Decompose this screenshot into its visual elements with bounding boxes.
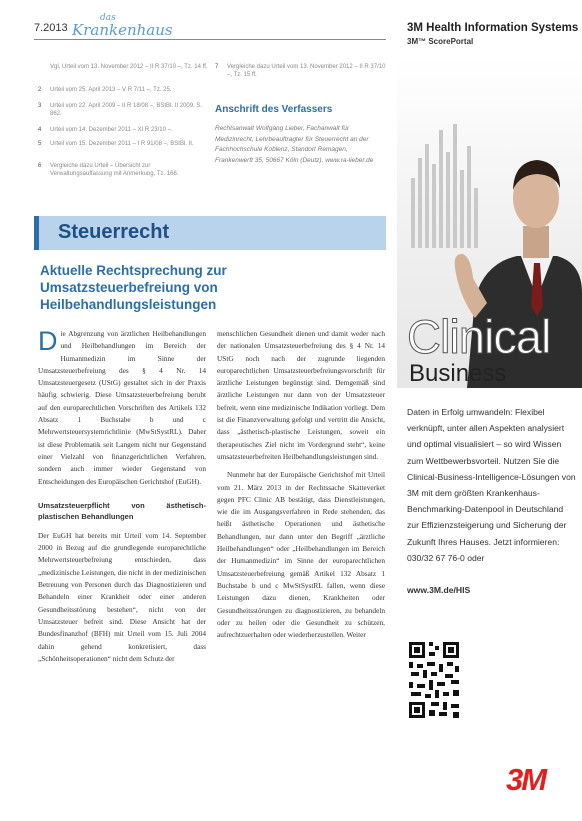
footnote-2: 2 Urteil vom 25. April 2013 – V R 7/11 –, Tz. 25. [38,86,208,94]
author-address: Rechtsanwalt Wolfgang Lieber, Fachanwalt für Medizinrecht, Lehrbeauftragter für Steuerrecht an der Fachhochschule Koblenz, Standort Remagen, Frankenwerft 35, 50667 Köln (Deutz), www.ra-lieber.de [215,125,374,164]
footnote-6-text: Vergleiche dazu Urteil – Übersicht zur Verwaltungsauffassung mit Anmerkung, Tz. 166. [50,163,179,177]
article-column-2 [217,328,385,816]
footnote-4: 4 Urteil vom 14. Dezember 2011 – XI R 23/10 –. [38,126,208,134]
magazine-logo [72,14,173,38]
ad-bar-graphic [411,124,478,248]
ad-headline-business: Business [409,360,507,387]
footnote-1 [38,63,208,71]
footnote-2-text: Urteil vom 25. April 2013 – V R 7/11 –, Tz. 25. [50,87,172,93]
advertisement [397,0,582,821]
magazine-logo-line1: das [100,13,116,23]
3m-logo: 3M [506,762,546,797]
footnote-7-text: Vergleiche dazu Urteil vom 13. November 2012 – II R 37/10 –, Tz. 15 ff. [227,64,386,78]
footnote-3: 3 Urteil vom 22. April 2009 – II R 18/08 –, BStBl. II 2009, S. 862. [38,102,208,118]
magazine-logo-line2: Krankenhaus [72,21,173,39]
footnote-5-text: Urteil vom 15. Dezember 2011 – I R 91/08 –, BStBl. II. [50,141,194,147]
section-banner-accent [34,216,39,250]
ad-headline-clinical: Clinical [407,310,551,363]
article-subheading: Umsatzsteuerpflicht von ästhetisch-plastischen Behandlungen [38,500,206,521]
footnote-5: 5 Urteil vom 15. Dezember 2011 – I R 91/08 –, BStBl. II. [38,140,208,148]
author-heading: Anschrift des Verfassers [215,104,333,115]
footnote-3-text: Urteil vom 22. April 2009 – II R 18/08 –, BStBl. II 2009, S. 862. [50,103,203,117]
article-paragraph-2: Der EuGH hat bereits mit Urteil vom 14. September 2000 in Bezug auf die grundlegende europarechtliche Mehrwertsteuerbefreiung entschieden, dass „medizinische Leistungen, die nicht in der medizinischen Betreuung von Personen durch das Diagnostizieren und Behandeln einer Krankheit oder einer anderen Gesundheitsstörung bestehen“, nicht von der Umsatzsteuer befreit sind. Diese Ansicht hat der Bundesfinanzhof (BFH) mit Urteil vom 15. Juli 2004 dahin gehend konkretisiert, dass „Schönheitsoperationen“ nicht dem Schutz der [38,530,206,663]
issue-number: 7.2013 [34,22,68,34]
footnote-7: 7 Vergleiche dazu Urteil vom 13. November 2012 – II R 37/10 –, Tz. 15 ff. [215,64,386,78]
footnote-1-text: Vgl. Urteil vom 13. November 2012 – II R 37/10 –, Tz. 14 ff. [50,64,208,70]
qr-code-icon[interactable] [407,640,461,720]
ad-url-link[interactable]: www.3M.de/HIS [407,585,471,595]
footnote-6: 6 Vergleiche dazu Urteil – Übersicht zur Verwaltungsauffassung mit Anmerkung, Tz. 166. [38,162,208,178]
ad-copy: Daten in Erfolg umwandeln: Flexibel verknüpft, unter allen Aspekten analysiert und optimal visualisiert – so wird Wissen zum Wettbewerbsvorteil. Nutzen Sie die Clinical-Business-Intelligence-Lösungen von 3M mit dem größten Krankenhaus-Benchmarking-Datenpool in Deutschland zur Effizienzsteigerung und Sicherung der Zukunft Ihres Hauses. Jetzt informieren: 030/32 67 76-0 oder [407,407,576,563]
ad-company-name: 3M Health Information Systems [407,22,579,34]
article-title: Aktuelle Rechtsprechung zur Umsatzsteuerbefreiung von Heilbehandlungsleistungen [40,263,227,312]
footnote-4-text: Urteil vom 14. Dezember 2011 – XI R 23/10 –. [50,127,173,133]
article-column-1 [38,328,206,816]
article-paragraph-1 [38,328,206,488]
article-paragraph-3: menschlichen Gesundheit dienen und damit weder nach der nationalen Umsatzsteuerbefreiung des § 4 Nr. 14 UStG noch nach der zugrunde liegenden europarechtlichen Umsatzsteuerbefreiungsvorschrift für ärztliche Leistungen begünstigt sind. Demgemäß sind ärztliche Leistungen nur dann von der Umsatzsteuer befreit, wenn eine medizinische Indikation vorliegt. Dem ist die Finanzverwaltung gefolgt und vertritt die Ansicht, dass „ästhetisch-plastische Leistungen, soweit ein therapeutisches Ziel nicht im Vordergrund steht“, keine umsatzsteuerbefreiten Heilbehandlungsleistungen sind. [217,329,385,461]
article-paragraph-1-text: ie Abgrenzung von ärztlichen Heilbehandlungen und Heilbehandlungen im Bereich der Humanmedizin im Sinne der Umsatzsteuerbefreiung des § 4 Nr. 14 Umsatzsteuergesetz (UStG) gestaltet sich in der Praxis häufig schwierig. Diese Umsatzsteuerbefreiung beruht auf den europarechtlichen Vorschriften des Artikels 132 Absatz 1 Buchstabe b und c Mehrwertsteuersystemrichtlinie (MwStSystRL). Daher ist diese Problematik seit Langem nicht nur Gegenstand einer Vielzahl von finanzgerichtlichen Verfahren, sondern auch immer wieder Gegenstand von Entscheidungen des Europäischen Gerichtshof (EuGH). [38,329,206,486]
section-banner [34,216,386,250]
article-paragraph-4: Nunmehr hat der Europäische Gerichtshof mit Urteil vom 21. März 2013 in der Rechtssache Skatteverket gegen PFC Clinic AB bestätigt, dass Dienstleistungen, wie die im Ausgangsverfahren in Rede stehenden, das heißt ästhetische Operationen und ästhetische Behandlungen, nur dann unter den Begriff „ärztliche Heilbehandlungen“ oder „Heilbehandlungen im Bereich der Humanmedizin“ im Sinne der europarechtlichen Umsatzsteuerbefreiung gemäß Artikel 132 Absatz 1 Buchstabe b und c MwStSystRL fallen, wenn diese Leistungen dazu dienen, Krankheiten oder Gesundheitsstörungen zu diagnostizieren, zu behandeln oder zu heilen oder die Gesundheit zu schützen, aufrechtzuerhalten oder wiederherzustellen. Weiter [217,470,385,640]
section-title: Steuerrecht [58,221,170,243]
header-rule [34,39,386,40]
drop-cap: D [38,328,58,356]
ad-product-name: 3M™ ScorePortal [407,37,474,46]
ad-photo [397,58,582,388]
